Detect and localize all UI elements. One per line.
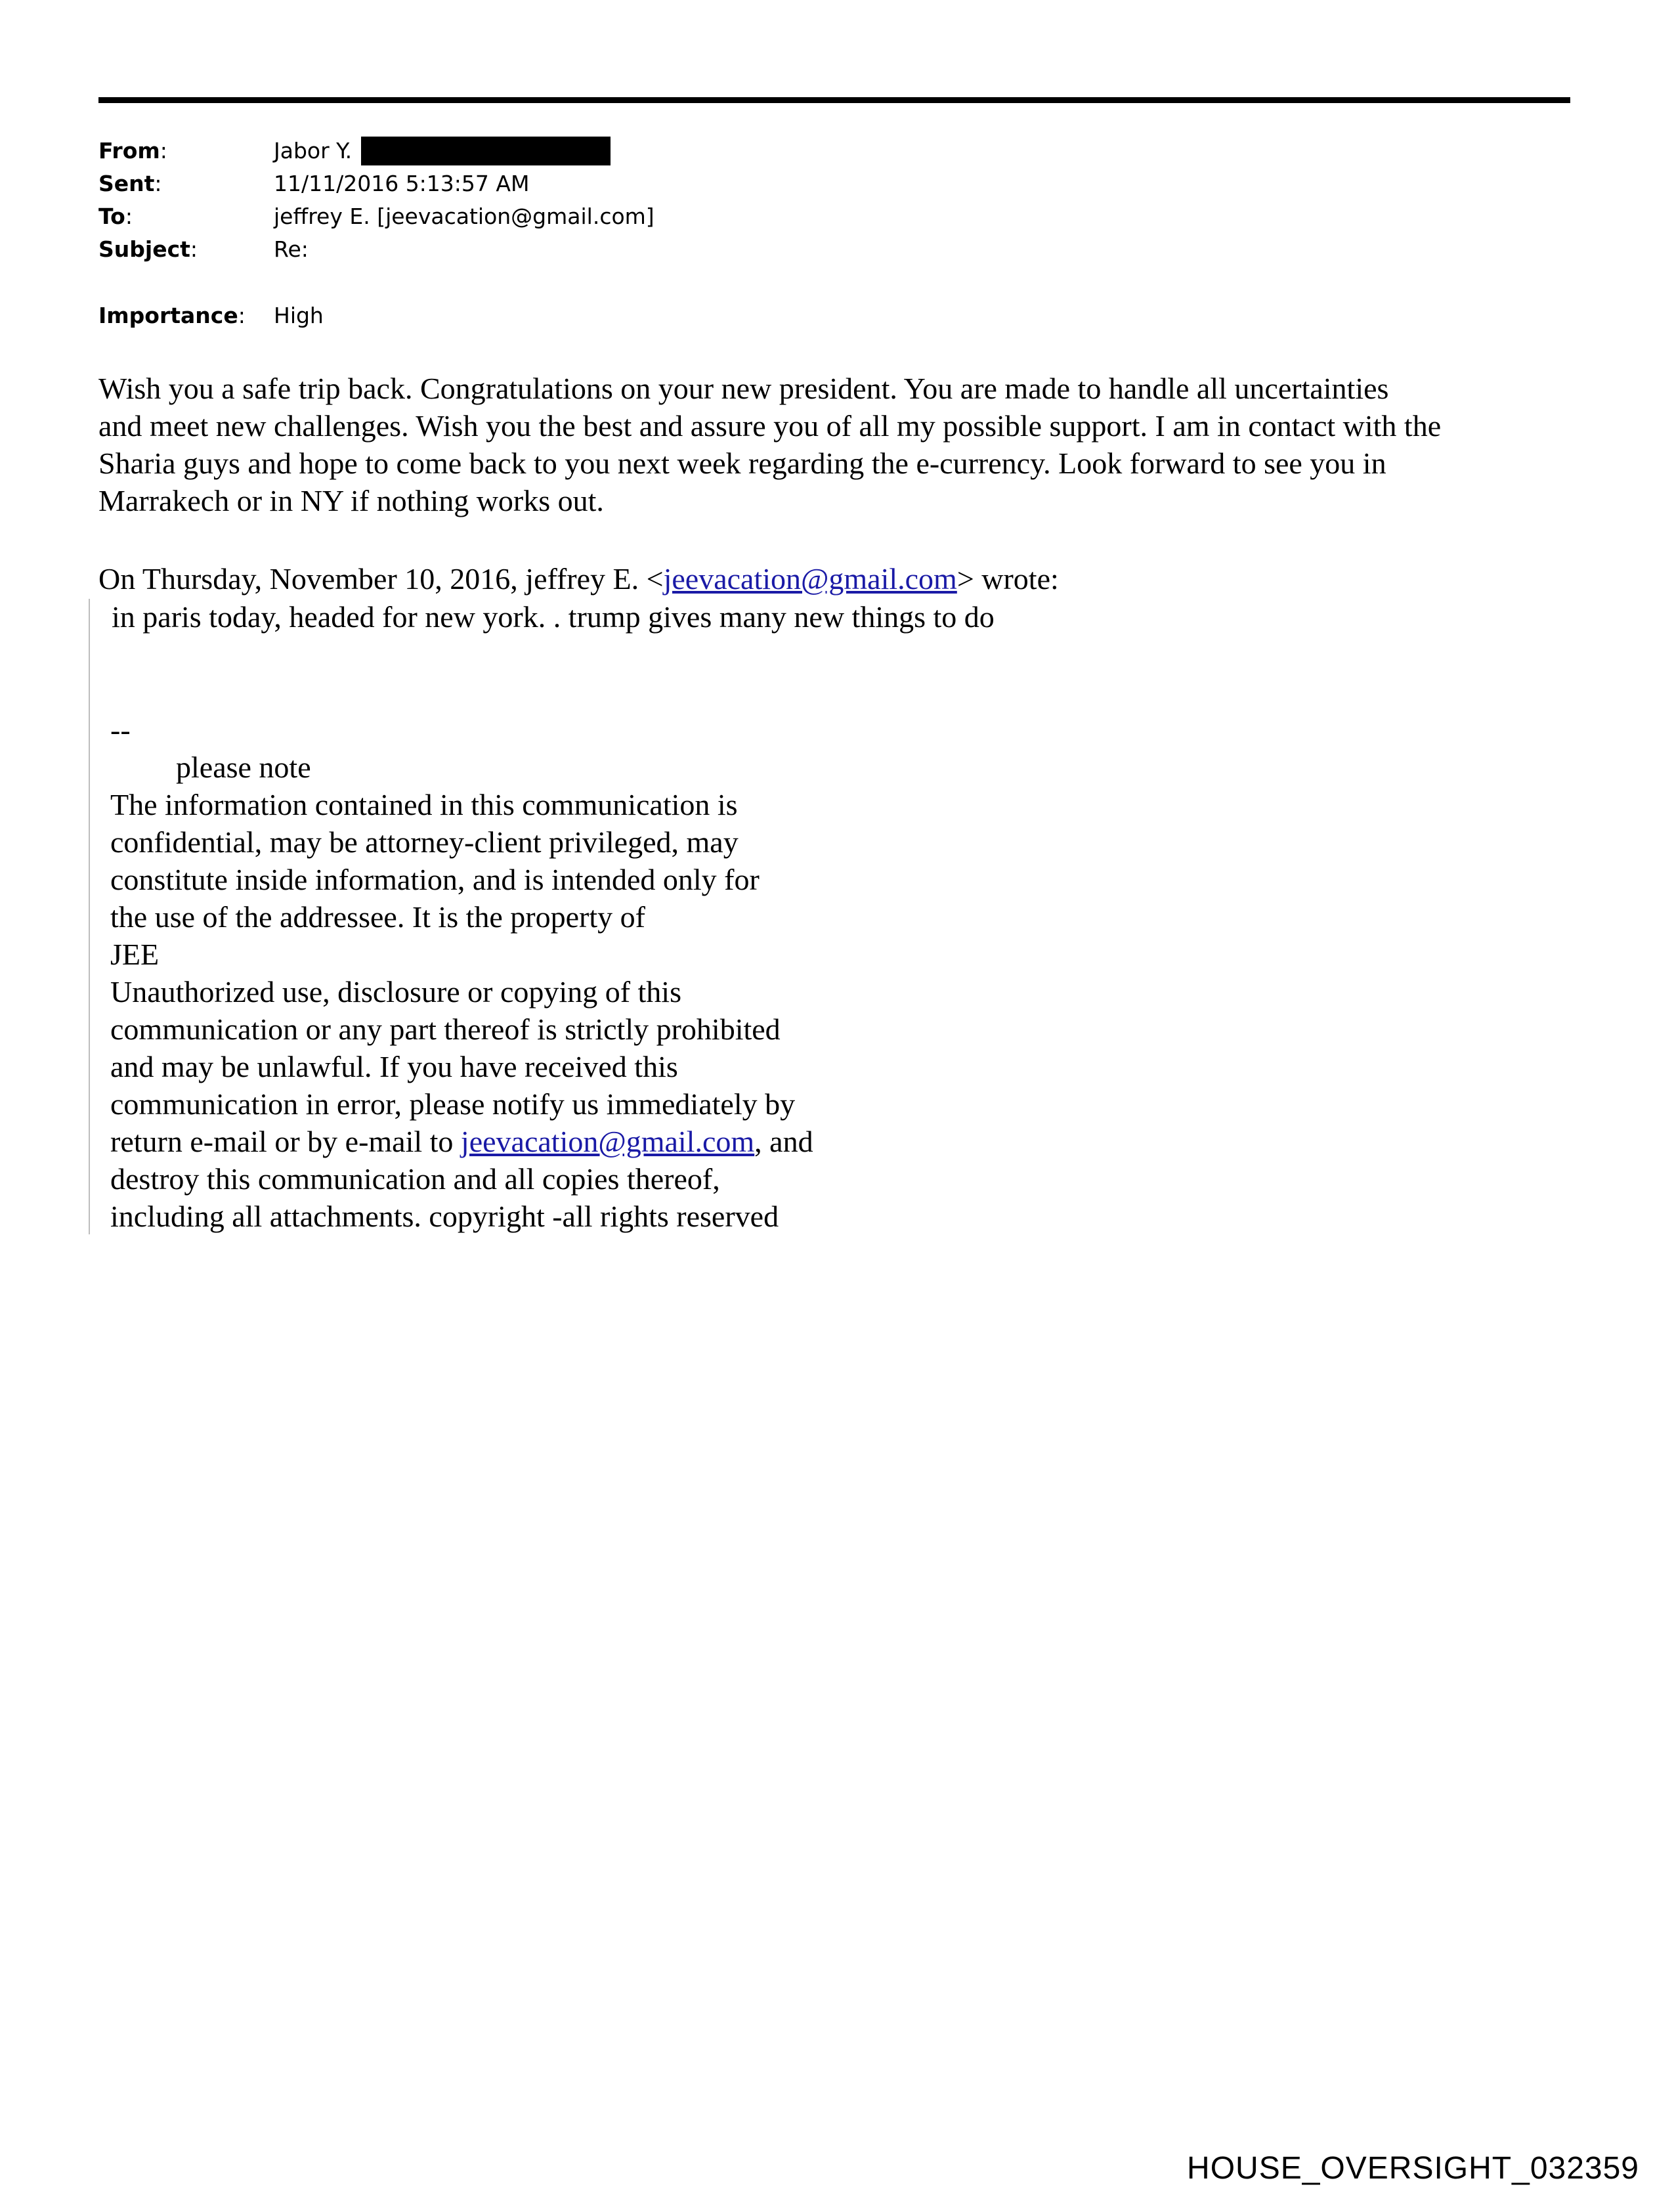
quote-bar: [89, 599, 90, 1234]
redaction-bar: [361, 137, 611, 165]
disclaimer-line: The information contained in this communication is: [110, 788, 738, 821]
quoted-message: in paris today, headed for new york. . trump gives many new things to do: [112, 600, 995, 634]
disclaimer-line: confidential, may be attorney-client privileged, may: [110, 825, 739, 859]
importance-label: Importance:: [98, 303, 246, 328]
email-link[interactable]: jeevacation@gmail.com: [663, 562, 957, 596]
from-row: [98, 135, 655, 167]
message-body: [98, 370, 1576, 519]
to-value: jeffrey E. [jeevacation@gmail.com]: [274, 204, 655, 229]
sent-row: [98, 167, 655, 200]
message-line: Marrakech or in NY if nothing works out.: [98, 484, 604, 517]
to-label: To:: [98, 204, 133, 229]
subject-value: Re:: [274, 236, 309, 262]
email-header: [98, 135, 655, 332]
disclaimer-line: communication or any part thereof is strictly prohibited: [110, 1012, 781, 1046]
subject-row: [98, 233, 655, 266]
please-note: please note: [176, 750, 311, 784]
disclaimer-line: return e-mail or by e-mail to jeevacation@gmail.com, and: [110, 1125, 813, 1158]
message-line: and meet new challenges. Wish you the best and assure you of all my possible support. I am in contact with the: [98, 409, 1442, 443]
quote-intro: On Thursday, November 10, 2016, jeffrey E. <jeevacation@gmail.com> wrote:: [98, 562, 1059, 596]
to-row: [98, 200, 655, 233]
message-line: Wish you a safe trip back. Congratulations on your new president. You are made to handle all uncertainties: [98, 372, 1389, 405]
importance-value: High: [274, 303, 324, 328]
disclaimer-line: the use of the addressee. It is the property of: [110, 900, 645, 934]
disclaimer-line: destroy this communication and all copies thereof,: [110, 1162, 720, 1196]
disclaimer-line: Unauthorized use, disclosure or copying of this: [110, 975, 681, 1008]
sent-value: 11/11/2016 5:13:57 AM: [274, 171, 530, 196]
subject-label: Subject:: [98, 236, 198, 262]
disclaimer-line: constitute inside information, and is intended only for: [110, 863, 760, 896]
from-label: From:: [98, 138, 167, 163]
importance-row: [98, 299, 655, 332]
message-line: Sharia guys and hope to come back to you next week regarding the e-currency. Look forward to see you in: [98, 446, 1386, 480]
email-link[interactable]: jeevacation@gmail.com: [460, 1125, 755, 1158]
disclaimer-line: and may be unlawful. If you have received this: [110, 1050, 678, 1083]
signature-block: [110, 711, 813, 1235]
bates-number: HOUSE_OVERSIGHT_032359: [1187, 2151, 1639, 2186]
from-value: Jabor Y.: [274, 138, 353, 163]
disclaimer-line: including all attachments. copyright -all rights reserved: [110, 1200, 779, 1233]
sent-label: Sent:: [98, 171, 162, 196]
signature-dashes: --: [110, 713, 131, 747]
disclaimer-line: communication in error, please notify us immediately by: [110, 1087, 796, 1121]
top-rule: [98, 97, 1570, 103]
disclaimer-line: JEE: [110, 938, 160, 971]
